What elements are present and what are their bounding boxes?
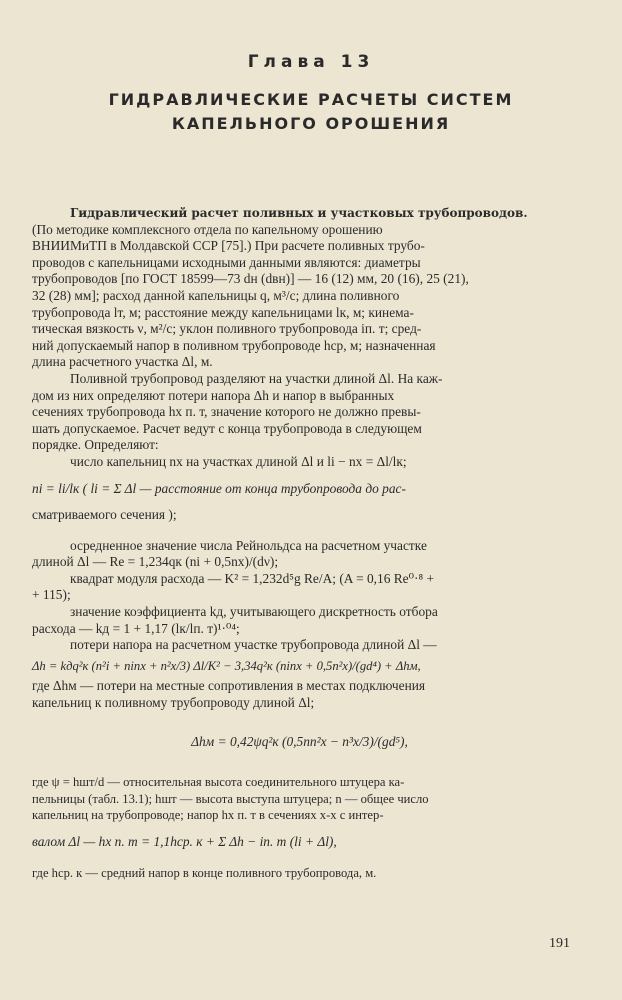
p3-line-2: ni = li/lк ( li = Σ Δl — расстояние от конца трубопровода до рас- <box>32 480 406 496</box>
chapter-title-line-2: КАПЕЛЬНОГО ОРОШЕНИЯ <box>171 114 451 133</box>
p7-line-1: потери напора на расчетном участке трубопровода длиной Δl — <box>70 637 437 653</box>
page-number: 191 <box>549 936 570 951</box>
p2-line-3: сечениях трубопровода hx п. т, значение которого не должно превы- <box>32 404 421 420</box>
p1-line-3: проводов с капельницами исходными данными являются: диаметры <box>32 254 421 270</box>
p8-line-2: пельницы (табл. 13.1); hшт — высота выступа штуцера; n — общее число <box>32 791 429 806</box>
p1-line-1: (По методике комплексного отдела по капельному орошению <box>32 221 383 237</box>
p1-line-4: трубопроводов [по ГОСТ 18599—73 dн (dвн)] — 16 (12) мм, 20 (16), 25 (21), <box>32 271 469 287</box>
p2-line-5: порядке. Определяют: <box>32 437 159 453</box>
p9-line-1: где hср. к — средний напор в конце поливного трубопровода, м. <box>32 865 377 880</box>
p7-line-2: Δh = kдq²к (n²i + ninx + n²x/3) Δl/K² − 3,34q²к (ninx + 0,5n²x)/(gd⁴) + Δhм, <box>32 658 421 673</box>
p3-line-3: сматриваемого сечения ); <box>32 507 177 523</box>
p1-line-2: ВНИИМиТП в Молдавской ССР [75].) При расчете поливных трубо- <box>32 238 425 254</box>
p8-line-4: валом Δl — hx п. т = 1,1hср. к + Σ Δh − iп. т (li + Δl), <box>32 834 337 849</box>
chapter-label: Глава 13 <box>247 52 375 72</box>
p1-line-5: 32 (28) мм]; расход данной капельницы q, м³/с; длина поливного <box>32 287 400 303</box>
p4-line-2: длиной Δl — Re = 1,234qк (ni + 0,5nx)/(dν); <box>32 554 279 570</box>
local-loss-formula: Δhм = 0,42ψq²к (0,5nn²x − n³x/3)/(gd⁵), <box>191 733 408 749</box>
p1-line-9: длина расчетного участка Δl, м. <box>32 354 213 370</box>
p8-line-3: капельниц на трубопроводе; напор hx п. т в сечениях x-x с интер- <box>32 808 384 823</box>
p4-line-1: осредненное значение числа Рейнольдса на расчетном участке <box>70 537 427 553</box>
p1-line-6: трубопровода lт, м; расстояние между капельницами lк, м; кинема- <box>32 304 414 320</box>
p6-line-2: расхода — kд = 1 + 1,17 (lк/lп. т)¹·⁰⁴; <box>32 620 240 636</box>
p1-line-8: ний допускаемый напор в поливном трубопроводе hср, м; назначенная <box>32 337 436 353</box>
p2-line-1: Поливной трубопровод разделяют на участки длиной Δl. На каж- <box>70 370 443 386</box>
p5-line-1: квадрат модуля расхода — K² = 1,232d⁵g Re/A; (A = 0,16 Re⁰·⁸ + <box>70 570 435 586</box>
p3-line-1: число капельниц nx на участках длиной Δl и li − nx = Δl/lк; <box>70 453 407 469</box>
body-text <box>32 205 567 881</box>
p8-line-1: где ψ = hшт/d — относительная высота соединительного штуцера ка- <box>32 775 405 790</box>
section-heading: Гидравлический расчет поливных и участковых трубопроводов. <box>70 206 528 220</box>
p6-line-1: значение коэффициента kд, учитывающего дискретность отбора <box>70 604 438 620</box>
p7-line-3: где Δhм — потери на местные сопротивления в местах подключения <box>32 678 426 694</box>
paragraph-1 <box>32 205 567 222</box>
p2-line-2: дом из них определяют потери напора Δh и напор в выбранных <box>32 387 395 403</box>
chapter-title-line-1: ГИДРАВЛИЧЕСКИЕ РАСЧЕТЫ СИСТЕМ <box>108 90 514 109</box>
p7-line-4: капельниц к поливному трубопроводу длиной Δl; <box>32 695 315 711</box>
p1-line-7: тическая вязкость ν, м²/с; уклон поливного трубопровода iп. т; сред- <box>32 321 422 337</box>
p5-line-2: + 115); <box>32 587 71 603</box>
p2-line-4: шать допускаемое. Расчет ведут с конца трубопровода в следующем <box>32 420 422 436</box>
chapter-title <box>0 88 622 136</box>
